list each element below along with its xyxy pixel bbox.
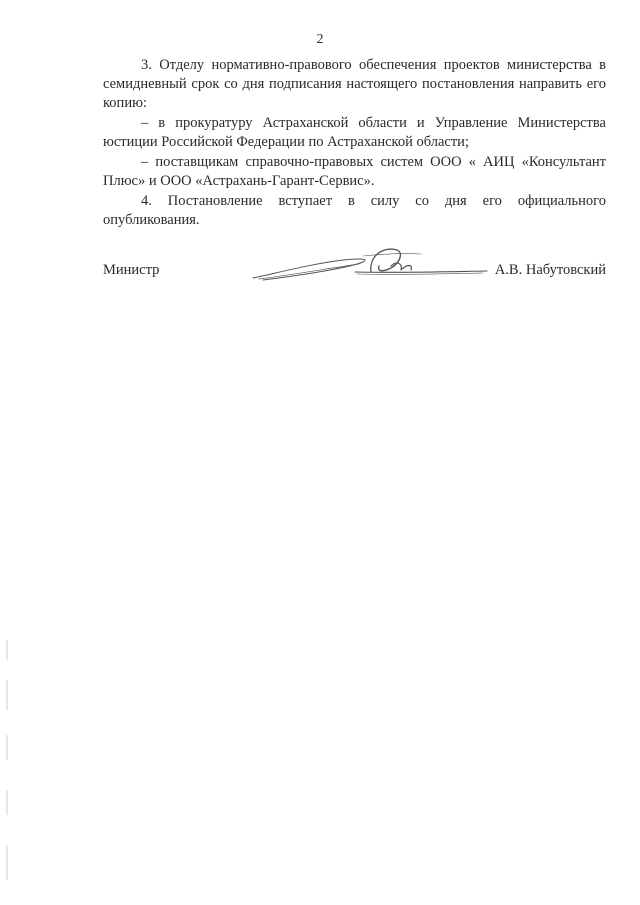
signatory-name: А.В. Набутовский [494, 262, 606, 278]
signature-block [103, 262, 606, 292]
handwritten-signature [251, 242, 491, 286]
paragraph-3-item-legal-systems: – поставщикам справочно-правовых систем ООО « АИЦ «Консультант Плюс» и ООО «Астрахань-Гарант-Сервис». [103, 154, 606, 189]
page-number: 2 [316, 32, 324, 47]
scan-margin-marks [6, 640, 9, 890]
paragraph-3: 3. Отделу нормативно-правового обеспечения проектов министерства в семидневный срок со дня подписания настоящего постановления направить его копию: [103, 57, 606, 111]
signatory-title: Министр [103, 262, 160, 278]
paragraph-4: 4. Постановление вступает в силу со дня его официального опубликования. [103, 193, 606, 228]
document-body [103, 56, 606, 231]
paragraph-3-item-prosecutor: – в прокуратуру Астраханской области и Управление Министерства юстиции Российской Федерации по Астраханской области; [103, 115, 606, 150]
